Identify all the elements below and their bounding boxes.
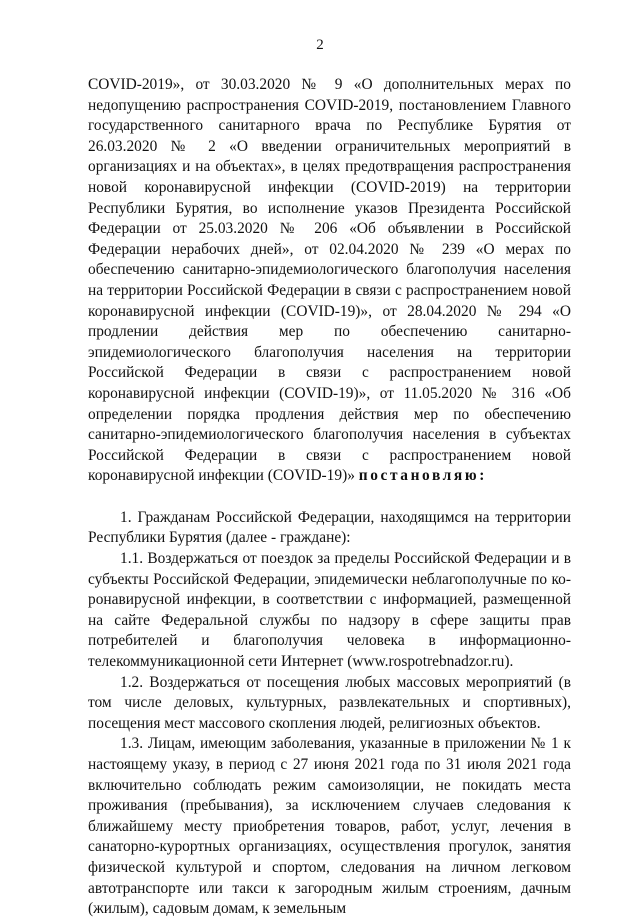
paragraph-gap (88, 487, 571, 508)
paragraph-1: 1. Гражданам Российской Федерации, находящимся на территории Республики Бурятия (далее - граждане): (88, 508, 571, 547)
paragraph-1-3: 1.3. Лицам, имеющим заболевания, указанные в приложении № 1 к настоящему указу, в период с 27 июня 2021 года по 31 июля 2021 года включительно соблюдать режим самоизоляции, не покидать места проживания (пребывания), за исключением случаев следования к ближайшему месту приобретения товаров, работ, услуг, лечения в санаторно-курортных организациях, осуществления прогулок, занятия физической культурой и спортом, следования на личном легковом автотранспорте или такси к загородным жилым строениям, дачным (жилым), садовым домам, к земельным (88, 735, 571, 918)
intro-paragraph (88, 75, 571, 487)
intro-text: COVID-2019», от 30.03.2020 № 9 «О дополнительных мерах по недопущению распространения COVID-2019, постановлением Главного государственного санитарного врача по Республике Бурятия от 26.03.2020 № 2 «О введении ограничительных мероприятий в организациях и на объектах», в целях предотвращения распространения новой коронавирусной инфекции (COVID-2019) на территории Республики Бурятия, во исполнение указов Президента Российской Федерации от 25.03.2020 № 206 «Об объявлении в Российской Федерации нерабочих дней», от 02.04.2020 № 239 «О мерах по обеспечению санитарно-эпидемиологического благополучия населения на территории Российской Федерации в связи с распространением новой коронавирусной инфекции (COVID-19)», от 28.04.2020 № 294 «О продлении действия мер по обеспечению санитарно-эпидемиологического благополучия населения на территории Российской Федерации в связи с распространением новой коронавирусной инфекции (COVID-19)», от 11.05.2020 № 316 «Об определении порядка продления действия мер по обеспечению санитарно-эпидемиологического благополучия населения в субъектах Российской Федерации в связи с распространением новой коронавирусной инфекции (COVID-19)» (88, 76, 571, 485)
paragraph-1-2: 1.2. Воздержаться от посещения любых массовых мероприятий (в том числе деловых, культурных, развлекательных и спортивных), посещения мест массового скопления людей, религиозных объектов. (88, 673, 571, 732)
page-number: 2 (316, 37, 324, 53)
paragraph-1-1: 1.1. Воздержаться от поездок за пределы Российской Федерации и в субъекты Российской Федерации, эпидемически неблагополучные по коронавирусной инфекции, в соответствии с информацией, размещенной на сайте Федеральной службы по надзору в сфере защиты прав потребителей и благополучия человека в информационно-телекоммуникационной сети Интернет (www.rospotrebnadzor.ru). (88, 550, 571, 671)
decree-word: постановляю: (358, 467, 487, 485)
document-body (88, 75, 571, 920)
